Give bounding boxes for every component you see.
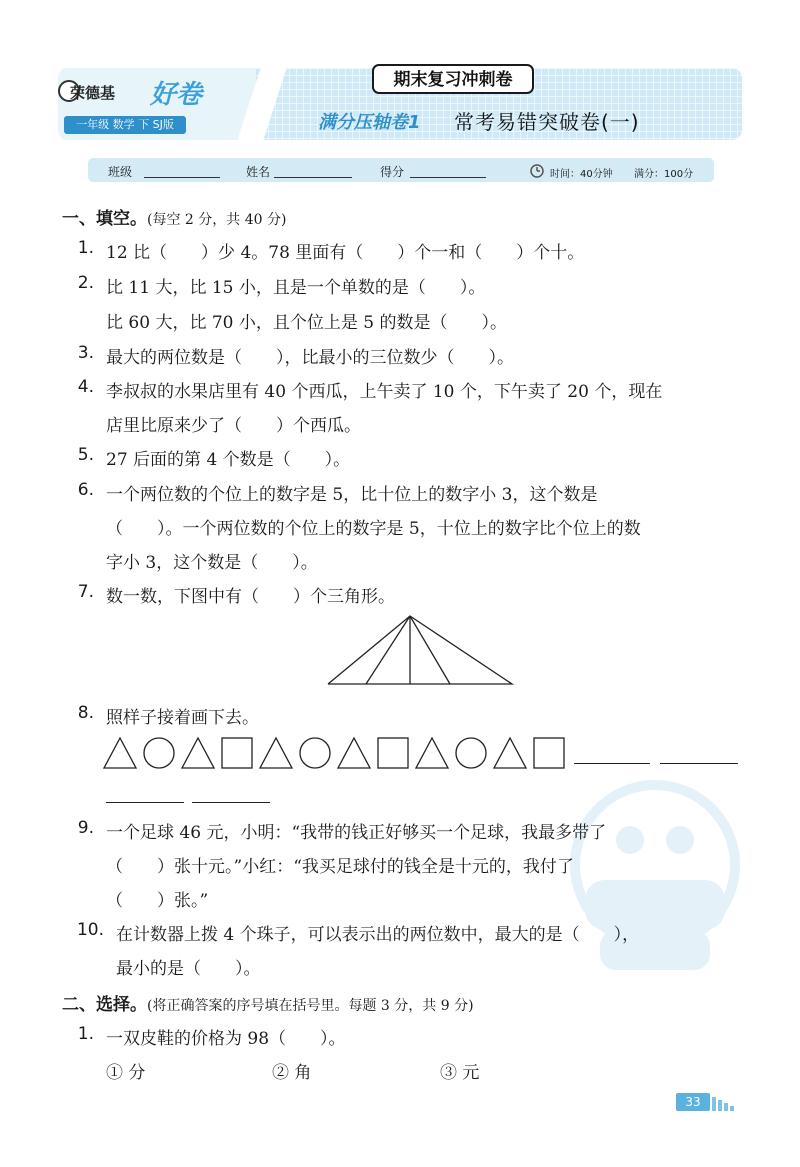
info-bar [88, 158, 714, 182]
q6-line-3: 字小 3，这个数是（ ）。 [106, 553, 318, 573]
pattern-blank-2[interactable] [660, 763, 738, 764]
q3-text: 最大的两位数是（ ），比最小的三位数少（ ）。 [106, 348, 514, 368]
name-label: 姓名 [246, 165, 271, 179]
s2-q1-text: 一双皮鞋的价格为 98（ ）。 [106, 1029, 346, 1049]
q1-number: 1. [77, 238, 94, 258]
page-number: 33 [676, 1093, 710, 1111]
exam-tag: 期末复习冲刺卷 [372, 64, 534, 94]
clock-icon [528, 161, 546, 179]
section-2-heading [62, 990, 474, 1015]
option-c[interactable]: ③ 元 [440, 1063, 480, 1083]
q6-line-2: （ ）。一个两位数的个位上的数字是 5，十位上的数字比个位上的数 [106, 519, 641, 539]
class-field[interactable] [144, 177, 220, 178]
option-b[interactable]: ② 角 [272, 1063, 312, 1083]
q4-line-1: 李叔叔的水果店里有 40 个西瓜，上午卖了 10 个，下午卖了 20 个，现在 [106, 382, 663, 402]
triangle-shape [416, 738, 448, 768]
shape-pattern [100, 734, 740, 774]
q5-text: 27 后面的第 4 个数是（ ）。 [106, 450, 351, 470]
full-score-label: 满分：100分 [634, 169, 694, 180]
q8-number: 8. [77, 703, 94, 723]
triangle-figure [326, 612, 516, 688]
grade-label: 一年级 数学 下 SJ版 [64, 116, 186, 134]
q9-line-1: 一个足球 46 元，小明：“我带的钱正好够买一个足球，我最多带了 [106, 823, 607, 843]
q4-number: 4. [77, 377, 94, 397]
q5-number: 5. [77, 445, 94, 465]
square-shape [534, 738, 564, 768]
volume-title: 满分压轴卷1 [318, 112, 421, 133]
q9-line-3: （ ）张。” [106, 891, 209, 911]
pattern-blank-4[interactable] [192, 802, 270, 803]
q8-text: 照样子接着画下去。 [106, 708, 259, 728]
name-field[interactable] [274, 177, 352, 178]
section-2-title: 二、选择。 [62, 995, 147, 1015]
section-2-note: (将正确答案的序号填在括号里。每题 3 分，共 9 分) [147, 998, 474, 1014]
section-1-note: (每空 2 分，共 40 分) [147, 212, 287, 228]
q2-number: 2. [77, 273, 94, 293]
watermark-logo-icon [560, 770, 750, 980]
triangle-shape [338, 738, 370, 768]
score-label: 得分 [380, 165, 405, 179]
triangle-shape [260, 738, 292, 768]
q3-number: 3. [77, 343, 94, 363]
q4-line-2: 店里比原来少了（ ）个西瓜。 [106, 416, 361, 436]
pattern-blank-3[interactable] [106, 802, 184, 803]
section-1-heading [62, 204, 286, 229]
q6-line-1: 一个两位数的个位上的数字是 5，比十位上的数字小 3，这个数是 [106, 485, 598, 505]
q7-number: 7. [77, 582, 94, 602]
class-label: 班级 [108, 165, 133, 179]
option-a[interactable]: ① 分 [106, 1063, 146, 1083]
section-1-title: 一、填空。 [62, 209, 147, 229]
q9-number: 9. [77, 818, 94, 838]
s2-q1-number: 1. [77, 1024, 94, 1044]
circle-shape [144, 738, 174, 768]
q2-line-2: 比 60 大，比 70 小，且个位上是 5 的数是（ ）。 [106, 313, 508, 333]
triangle-shape [182, 738, 214, 768]
pattern-blank-1[interactable] [574, 763, 650, 764]
q10-line-2: 最小的是（ ）。 [116, 959, 261, 979]
page-number-bars [712, 1093, 742, 1111]
circle-shape [456, 738, 486, 768]
q7-text: 数一数，下图中有（ ）个三角形。 [106, 587, 395, 607]
q6-number: 6. [77, 480, 94, 500]
brand-name: 荣德基 [70, 84, 116, 102]
square-shape [222, 738, 252, 768]
triangle-shape [494, 738, 526, 768]
q2-line-1: 比 11 大，比 15 小，且是一个单数的是（ ）。 [106, 278, 486, 298]
q10-line-1: 在计数器上拨 4 个珠子，可以表示出的两位数中，最大的是（ ）， [116, 925, 640, 945]
paper-title: 常考易错突破卷(一) [454, 110, 640, 134]
q1-text: 12 比（ ）少 4。78 里面有（ ）个一和（ ）个十。 [106, 243, 585, 263]
series-logo: 好卷 [150, 80, 203, 110]
time-label: 时间：40分钟 [550, 169, 613, 180]
circle-shape [300, 738, 330, 768]
square-shape [378, 738, 408, 768]
score-field[interactable] [410, 177, 486, 178]
q9-line-2: （ ）张十元。”小红：“我买足球付的钱全是十元的，我付了 [106, 857, 574, 877]
q10-number: 10. [76, 920, 104, 940]
triangle-shape [104, 738, 136, 768]
